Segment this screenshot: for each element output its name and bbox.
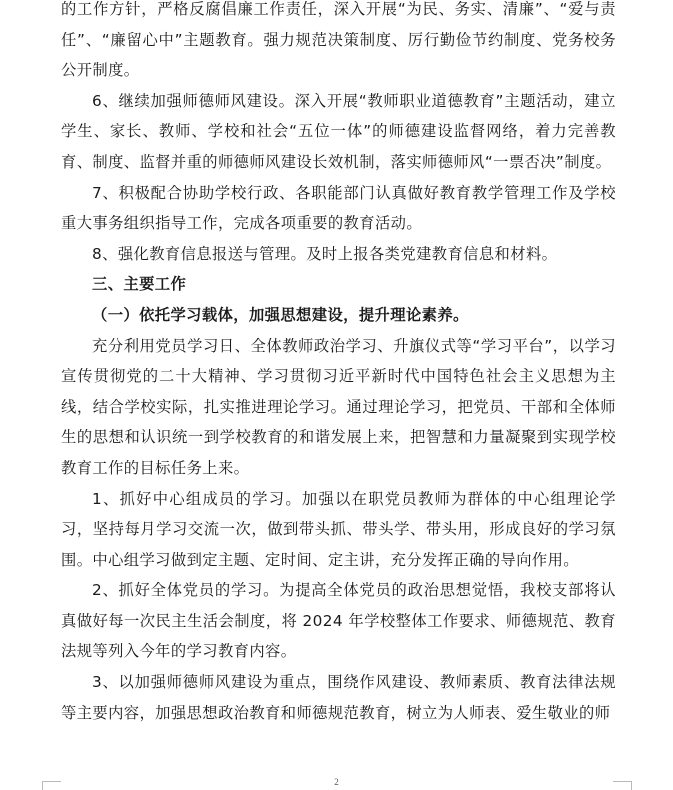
paragraph-item-1: 1、抓好中心组成员的学习。加强以在职党员教师为群体的中心组理论学习，坚持每月学习交流一次，做到带头抓、带头学、带头用，形成良好的学习氛围。中心组学习做到定主题、定时间、定主讲，充分发挥正确的导向作用。: [61, 489, 616, 569]
section-heading-main-work: 三、主要工作: [92, 275, 187, 294]
paragraph-item-8: 8、强化教育信息报送与管理。及时上报各类党建教育信息和材料。: [92, 244, 558, 263]
paragraph-item-6: 6、继续加强师德师风建设。深入开展“教师职业道德教育”主题活动，建立学生、家长、教师、学校和社会“五位一体”的师德建设监督网络，着力完善教育、制度、监督并重的师德师风建设长效机制，落实师德师风“一票否决”制度。: [61, 91, 616, 171]
page-number: 2: [334, 777, 339, 787]
paragraph-item-3: 3、以加强师德师风建设为重点，围绕作风建设、教师素质、教育法律法规等主要内容，加强思想政治教育和师德规范教育，树立为人师表、爱生敬业的师: [61, 673, 616, 722]
paragraph-item-2: 2、抓好全体党员的学习。为提高全体党员的政治思想觉悟，我校支部将认真做好每一次民主生活会制度，将 2024 年学校整体工作要求、师德规范、教育法规等列入今年的学习教育内容。: [61, 581, 616, 661]
paragraph-item-7: 7、积极配合协助学校行政、各职能部门认真做好教育教学管理工作及学校重大事务组织指导工作，完成各项重要的教育活动。: [61, 183, 616, 233]
paragraph-continuation: 的工作方针，严格反腐倡廉工作责任，深入开展“为民、务实、清廉”、“爱与责任”、“廉留心中”主题教育。强力规范决策制度、厉行勤俭节约制度、党务校务公开制度。: [61, 0, 616, 80]
document-body: [61, 0, 616, 728]
paragraph-study-overview: 充分利用党员学习日、全体教师政治学习、升旗仪式等“学习平台”，以学习宣传贯彻党的二十大精神、学习贯彻习近平新时代中国特色社会主义思想为主线，结合学校实际，扎实推进理论学习。通过理论学习，把党员、干部和全体师生的思想和认识统一到学校教育的和谐发展上来，把智慧和力量凝聚到实现学校教育工作的目标任务上来。: [61, 336, 616, 477]
subsection-heading-study: （一）依托学习载体，加强思想建设，提升理论素养。: [92, 305, 469, 324]
